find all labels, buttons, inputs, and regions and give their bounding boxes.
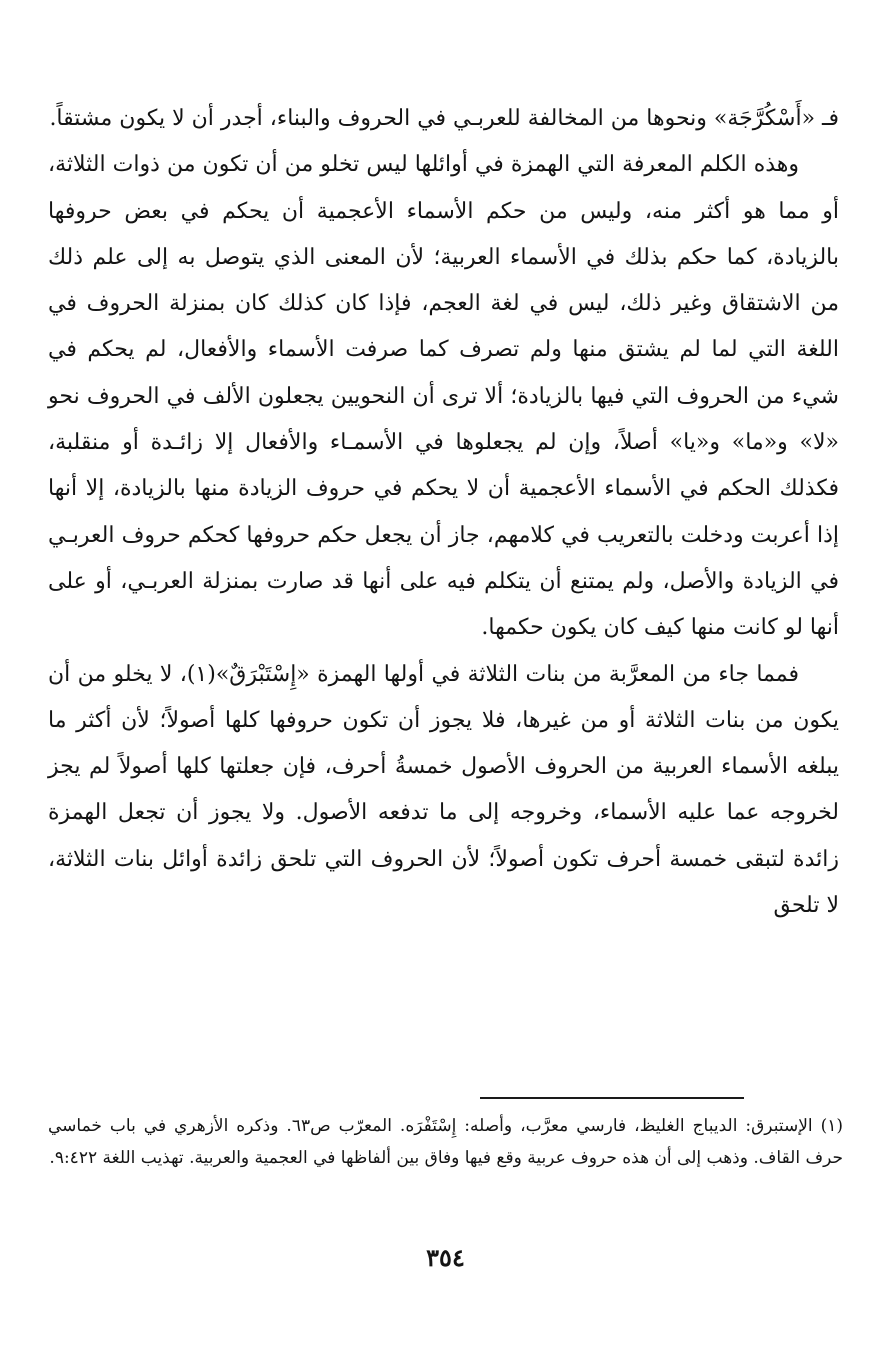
page-number: ٣٥٤ [426, 1243, 465, 1272]
main-text [48, 96, 839, 929]
footnotes [48, 1110, 843, 1174]
footnote-separator [480, 1097, 744, 1099]
paragraph-1: فـ «أَسْكُرَّجَة» ونحوها من المخالفة للعربـي في الحروف والبناء، أجدر أن لا يكون مشتقاً. [49, 106, 839, 131]
footnote-1: (١) الإستبرق: الديباج الغليظ، فارسي معرَّب، وأصله: إِسْتَفْرَه. المعرّب ص٦٣. وذكره الأزهري في باب خماسي حرف القاف. وذهب إلى أن هذه حروف عربية وقع فيها وفاق بين ألفاظها في العجمية والعربية. تهذيب اللغة ٩:٤٢٢. [48, 1116, 843, 1168]
paragraph-2: وهذه الكلم المعرفة التي الهمزة في أوائلها ليس تخلو من أن تكون من ذوات الثلاثة، أو مما هو أكثر منه، وليس من حكم الأسماء الأعجمية أن يحكم في بعض حروفها بالزيادة، كما حكم بذلك في الأسماء العربية؛ لأن المعنى الذي يتوصل به إلى علم ذلك من الاشتقاق وغير ذلك، ليس في لغة العجم، فإذا كان كذلك كان بمنزلة الحروف في اللغة التي لما لم يشتق منها ولم تصرف كما صرفت الأسماء والأفعال، لم يحكم في شيء من الحروف التي فيها بالزيادة؛ ألا ترى أن النحويين يجعلون الألف في الحروف نحو «لا» و«ما» و«يا» أصلاً، وإن لم يجعلوها في الأسمـاء والأفعال إلا زائـدة أو منقلبة، فكذلك الحكم في الأسماء الأعجمية أن لا يحكم في حروف الزيادة منها بالزيادة، إلا أنها إذا أعربت ودخلت بالتعريب في كلامهم، جاز أن يجعل حكم حروفها كحكم حروف العربـي في الزيادة والأصل، ولم يمتنع أن يتكلم فيه على أنها قد صارت بمنزلة العربـي، أو على أنها لو كانت منها كيف كان يكون حكمها. [48, 152, 839, 641]
paragraph-3: فمما جاء من المعرَّبة من بنات الثلاثة في أولها الهمزة «إِسْتَبْرَقٌ»(١)، لا يخلو من أن يكون من بنات الثلاثة أو من غيرها، فلا يجوز أن تكون حروفها كلها أصولاً؛ لأن أكثر ما يبلغه الأسماء العربية من الحروف الأصول خمسةُ أحرف، فإن جعلتها كلها أصولاً لم يجز لخروجه عما عليه الأسماء، وخروجه إلى ما تدفعه الأصول. ولا يجوز أن تجعل الهمزة زائدة لتبقى خمسة أحرف تكون أصولاً؛ لأن الحروف التي تلحق زائدة أوائل بنات الثلاثة، لا تلحق [48, 661, 839, 919]
